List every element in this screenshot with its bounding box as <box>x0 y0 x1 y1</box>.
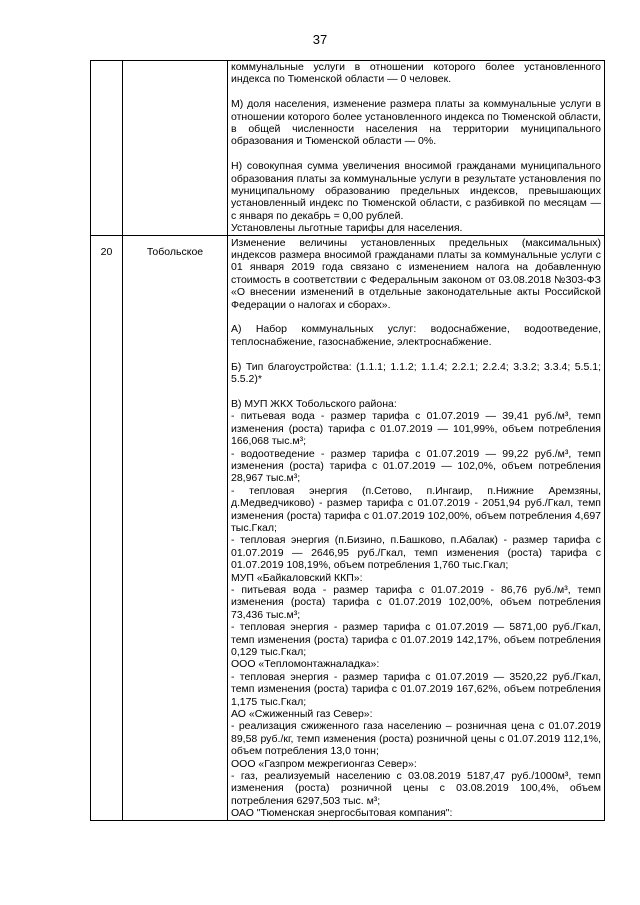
paragraph: ООО «Тепломонтажналадка»: <box>231 658 380 671</box>
table-row <box>91 61 605 236</box>
paragraph: М) доля населения, изменение размера платы за коммунальные услуги в отношении которого более установленного индекса по Тюменской области, в общей численности населения на территории муниципального образования и Тюменской области — 0%. <box>231 98 601 148</box>
paragraph: Н) совокупная сумма увеличения вносимой гражданами муниципального образования платы за коммунальные услуги в результате установления по муниципальному образованию предельных индексов, превышающих установленный индекс по Тюменской области, с разбивкой по месяцам — с января по декабрь = 0,00 рублей. <box>231 160 601 222</box>
row-number-cell <box>91 61 123 236</box>
paragraph: ОАО "Тюменская энергосбытовая компания": <box>231 807 453 820</box>
paragraph: Б) Тип благоустройства: (1.1.1; 1.1.2; 1.1.4; 2.2.1; 2.2.4; 3.3.2; 3.3.4; 5.5.1; 5.5.2)* <box>231 360 601 386</box>
description-cell <box>228 235 605 820</box>
paragraph: - питьевая вода - размер тарифа с 01.07.2019 - 86,76 руб./м³, темп изменения (роста) тарифа с 01.07.2019 102,00%, объем потребления 73,436 тыс.м³; <box>231 583 601 621</box>
paragraph: А) Набор коммунальных услуг: водоснабжение, водоотведение, теплоснабжение, газоснабжение, электроснабжение. <box>231 323 601 348</box>
paragraph: МУП «Байкаловский ККП»: <box>231 571 363 584</box>
paragraph: ООО «Газпром межрегионгаз Север»: <box>231 757 417 770</box>
paragraph: В) МУП ЖКХ Тобольского района: <box>231 397 397 410</box>
paragraph: - тепловая энергия - размер тарифа с 01.07.2019 — 3520,22 руб./Гкал, темп изменения (роста) тарифа с 01.07.2019 167,62%, объем потребления 1,175 тыс.Гкал; <box>231 670 601 708</box>
paragraph: Изменение величины установленных предельных (максимальных) индексов размера вносимой гражданами платы за коммунальные услуги с 01 января 2019 года связано с изменением налога на добавленную стоимость в соответствии с Федеральным законом от 03.08.2018 №303-ФЗ «О внесении изменений в отдельные законодательные акты Российской Федерации о налогах и сборах». <box>231 236 601 311</box>
paragraph: - тепловая энергия - размер тарифа с 01.07.2019 — 5871,00 руб./Гкал, темп изменения (роста) тарифа с 01.07.2019 142,17%, объем потребления 0,129 тыс.Гкал; <box>231 621 601 659</box>
paragraph: - водоотведение - размер тарифа с 01.07.2019 — 99,22 руб./м³, темп изменения (роста) тарифа с 01.07.2019 — 102,0%, объем потребления 28,967 тыс.м³; <box>231 447 601 485</box>
page-number: 37 <box>312 32 328 47</box>
paragraph: - газ, реализуемый населению с 03.08.2019 5187,47 руб./1000м³, темп изменения (роста) розничной цены с 03.08.2019 100,4%, объем потребления 6297,503 тыс. м³; <box>231 770 601 807</box>
paragraph: Установлены льготные тарифы для населения. <box>231 222 463 235</box>
municipality-name-cell <box>123 61 228 236</box>
tariff-table <box>90 60 605 821</box>
paragraph: - реализация сжиженного газа населению – розничная цена с 01.07.2019 89,58 руб./кг, темп изменения (роста) розничной цены с 01.07.2019 112,1%, объем потребления 13,0 тонн; <box>231 720 601 758</box>
paragraph: АО «Сжиженный газ Север»: <box>231 708 373 721</box>
paragraph: - тепловая энергия (п.Сетово, п.Ингаир, п.Нижние Аремзяны, д.Медведчиково) - размер тарифа с 01.07.2019 - 2051,94 руб./Гкал, темп изменения (роста) тарифа с 01.07.2019 102,00%, объем потребления 4,697 тыс.Гкал; <box>231 484 601 534</box>
paragraph: - тепловая энергия (п.Бизино, п.Башково, п.Абалак) - размер тарифа с 01.07.2019 — 2646,95 руб./Гкал, темп изменения (роста) тарифа с 01.07.2019 108,19%, объем потребления 1,760 тыс.Гкал; <box>231 534 601 572</box>
table-row <box>91 235 605 820</box>
description-cell <box>228 61 605 236</box>
row-number-cell: 20 <box>91 235 123 820</box>
paragraph: коммунальные услуги в отношении которого более установленного индекса по Тюменской области — 0 человек. <box>231 61 601 86</box>
municipality-name-cell: Тобольское <box>123 235 228 820</box>
paragraph: - питьевая вода - размер тарифа с 01.07.2019 — 39,41 руб./м³, темп изменения (роста) тарифа с 01.07.2019 — 101,99%, объем потребления 166,068 тыс.м³; <box>231 410 601 448</box>
